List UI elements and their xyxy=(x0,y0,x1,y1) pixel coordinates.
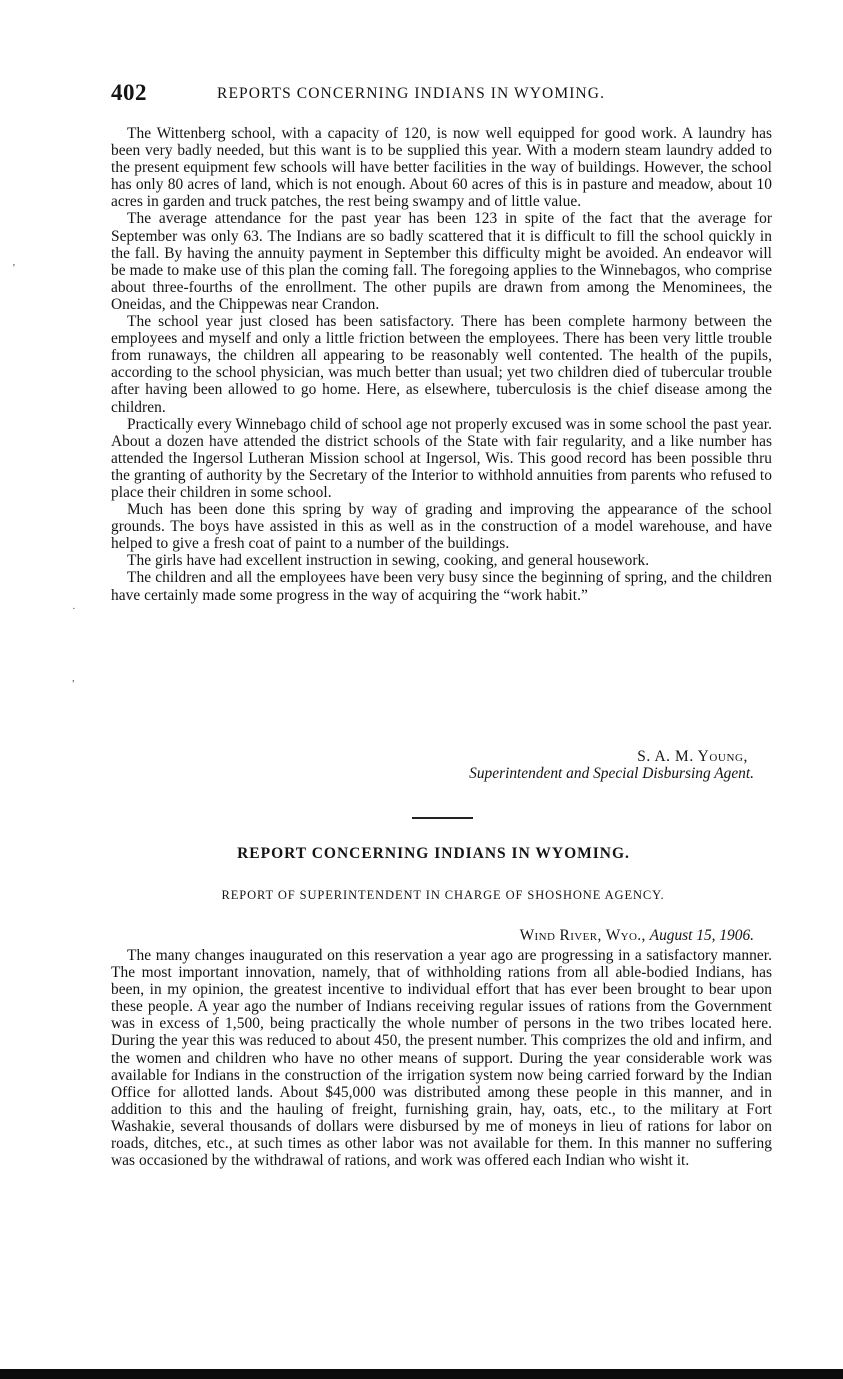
signature-name: S. A. M. Young, xyxy=(637,748,748,765)
running-header xyxy=(111,80,671,108)
wisconsin-report-body xyxy=(111,125,772,604)
paragraph: Practically every Winnebago child of school age not properly excused was in some school the past year. About a dozen have attended the district schools of the State with fair regularity, and a like number has attended the Ingersol Lutheran Mission school at Ingersol, Wis. This good record has been possible thru the granting of authority by the Secretary of the Interior to withhold annuities from parents who refused to place their children in some school. xyxy=(111,415,772,501)
margin-mark: ’ xyxy=(12,262,16,274)
signature-title: Superintendent and Special Disbursing Agent. xyxy=(469,765,754,782)
dateline-date: August 15, 1906. xyxy=(649,927,754,944)
page-number: 402 xyxy=(111,80,147,105)
wyoming-report-body xyxy=(111,947,772,1169)
paragraph: The children and all the employees have been very busy since the beginning of spring, and the children have certainly made some progress in the way of acquiring the “work habit.” xyxy=(111,569,772,604)
margin-mark: · xyxy=(72,603,76,615)
paragraph: The average attendance for the past year has been 123 in spite of the fact that the average for September was only 63. The Indians are so badly scattered that it is difficult to fill the school quickly in the fall. By having the annuity payment in September this difficulty might be avoided. An endeavor will be made to make use of this plan the coming fall. The foregoing applies to the Winnebagos, who comprise about three-fourths of the enrollment. The other pupils are drawn from among the Menominees, the Oneidas, and the Chippewas near Crandon. xyxy=(111,210,772,313)
running-title: REPORTS CONCERNING INDIANS IN WYOMING. xyxy=(217,85,606,102)
paragraph: Much has been done this spring by way of grading and improving the appearance of the school grounds. The boys have assisted in this as well as in the construction of a model warehouse, and have helped to give a fresh coat of paint to a number of the buildings. xyxy=(111,501,772,553)
section-divider xyxy=(412,817,473,819)
paragraph: The girls have had excellent instruction in sewing, cooking, and general housework. xyxy=(127,552,650,570)
report-subtitle: REPORT OF SUPERINTENDENT IN CHARGE OF SHOSHONE AGENCY. xyxy=(221,888,665,902)
dateline xyxy=(520,927,754,945)
dateline-place: Wind River, Wyo., xyxy=(519,927,646,944)
paragraph: The Wittenberg school, with a capacity of 120, is now well equipped for good work. A laundry has been very badly needed, but this want is to be supplied this year. With a modern steam laundry added to the present equipment few schools will have better facilities in the way of buildings. However, the school has only 80 acres of land, which is not enough. About 60 acres of this is in pasture and meadow, about 10 acres in garden and truck patches, the rest being swampy and of little value. xyxy=(111,125,772,211)
page-bottom-edge xyxy=(0,1369,843,1379)
paragraph: The many changes inaugurated on this reservation a year ago are progressing in a satisfactory manner. The most important innovation, namely, that of withholding rations from all able-bodied Indians, has been, in my opinion, the greatest incentive to individual effort that has ever been brought to bear upon these people. A year ago the number of Indians receiving regular issues of rations from the Government was in excess of 1,500, being practically the whole number of persons in the two tribes located here. During the year this was reduced to about 450, the present number. This comprizes the old and infirm, and the women and children who have no other means of support. During the year considerable work was available for Indians in the construction of the irrigation system now being carried forward by the Indian Office for allotted lands. About $45,000 was distributed among these people in this manner, and in addition to this and the hauling of freight, furnishing grain, hay, oats, etc., to the military at Fort Washakie, several thousands of dollars were disbursed by me of moneys in lieu of rations for labor on roads, ditches, etc., at such times as other labor was not available for them. In this manner no suffering was occasioned by the withdrawal of rations, and work was offered each Indian who wisht it. xyxy=(111,947,772,1170)
margin-mark: , xyxy=(72,672,75,684)
section-title: REPORT CONCERNING INDIANS IN WYOMING. xyxy=(237,845,630,862)
paragraph: The school year just closed has been satisfactory. There has been complete harmony between the employees and myself and only a little friction between the employees. There has been very little trouble from runaways, the children all appearing to be reasonably well contented. The health of the pupils, according to the school physician, was much better than usual; yet two children died of tubercular trouble after having been allowed to go home. Here, as elsewhere, tuberculosis is the chief disease among the children. xyxy=(111,313,772,416)
